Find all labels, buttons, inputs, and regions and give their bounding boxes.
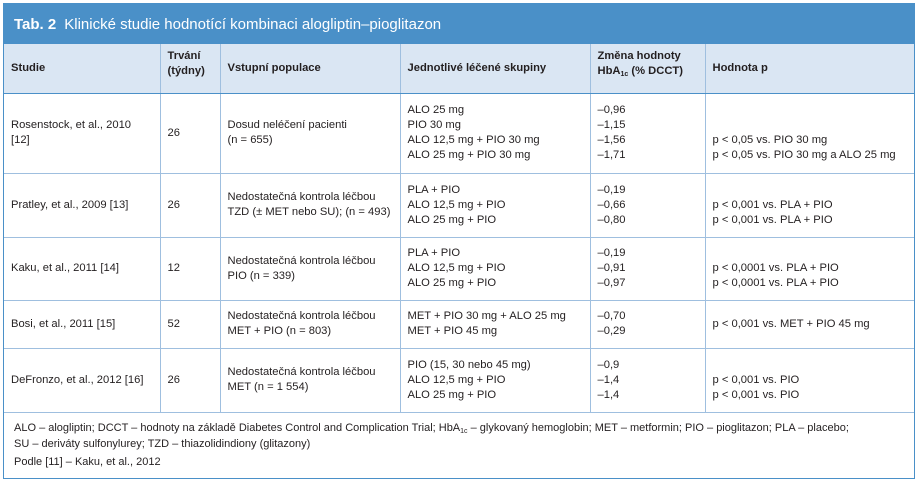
cell-pvalues: p < 0,0001 vs. PLA + PIO p < 0,0001 vs. PLA + PIO xyxy=(705,237,914,300)
cell-study: Pratley, et al., 2009 [13] xyxy=(4,173,160,237)
studies-table xyxy=(4,44,914,413)
col-header-study: Studie xyxy=(4,44,160,93)
col-header-population: Vstupní populace xyxy=(220,44,400,93)
cell-groups: ALO 25 mg PIO 30 mg ALO 12,5 mg + PIO 30 mg ALO 25 mg + PIO 30 mg xyxy=(400,93,590,173)
cell-pvalues: p < 0,001 vs. PIO p < 0,001 vs. PIO xyxy=(705,348,914,412)
table-row xyxy=(4,300,914,348)
cell-duration: 26 xyxy=(160,93,220,173)
table-footnote xyxy=(4,413,914,470)
cell-changes: –0,70 –0,29 xyxy=(590,300,705,348)
header-row xyxy=(4,44,914,93)
table-title: Klinické studie hodnotící kombinaci alogliptin–pioglitazon xyxy=(64,15,442,33)
cell-population: Nedostatečná kontrola léčbou TZD (± MET nebo SU); (n = 493) xyxy=(220,173,400,237)
cell-changes: –0,19 –0,66 –0,80 xyxy=(590,173,705,237)
abbreviations-line-2: SU – deriváty sulfonylurey; TZD – thiazolidindiony (glitazony) xyxy=(14,437,311,450)
cell-study: Kaku, et al., 2011 [14] xyxy=(4,237,160,300)
abbreviations-line-1: ALO – alogliptin; DCCT – hodnoty na základě Diabetes Control and Complication Trial; HbA$_{1c}$ – glykovaný hemoglobin; MET – metformin; PIO – pioglitazon; PLA – placebo; xyxy=(14,421,849,435)
table-title-bar xyxy=(4,4,914,44)
col-header-groups: Jednotlivé léčené skupiny xyxy=(400,44,590,93)
cell-pvalues: p < 0,001 vs. PLA + PIO p < 0,001 vs. PLA + PIO xyxy=(705,173,914,237)
cell-changes: –0,19 –0,91 –0,97 xyxy=(590,237,705,300)
cell-changes: –0,96 –1,15 –1,56 –1,71 xyxy=(590,93,705,173)
table-row xyxy=(4,348,914,412)
cell-population: Dosud neléčení pacienti (n = 655) xyxy=(220,93,400,173)
cell-groups: PLA + PIO ALO 12,5 mg + PIO ALO 25 mg + PIO xyxy=(400,173,590,237)
table-row xyxy=(4,237,914,300)
col-header-pvalue: Hodnota p xyxy=(705,44,914,93)
table-label: Tab. 2 xyxy=(14,15,57,33)
cell-groups: PLA + PIO ALO 12,5 mg + PIO ALO 25 mg + PIO xyxy=(400,237,590,300)
cell-pvalues: p < 0,05 vs. PIO 30 mg p < 0,05 vs. PIO 30 mg a ALO 25 mg xyxy=(705,93,914,173)
cell-groups: PIO (15, 30 nebo 45 mg) ALO 12,5 mg + PIO ALO 25 mg + PIO xyxy=(400,348,590,412)
table-row xyxy=(4,173,914,237)
cell-groups: MET + PIO 30 mg + ALO 25 mg MET + PIO 45 mg xyxy=(400,300,590,348)
col-header-change: Změna hodnoty HbA$_{1c}$ (% DCCT) xyxy=(590,44,705,93)
source-note: Podle [11] – Kaku, et al., 2012 xyxy=(14,455,161,468)
table-frame xyxy=(3,3,915,479)
cell-study: Bosi, et al., 2011 [15] xyxy=(4,300,160,348)
cell-population: Nedostatečná kontrola léčbou MET (n = 1 554) xyxy=(220,348,400,412)
cell-study: DeFronzo, et al., 2012 [16] xyxy=(4,348,160,412)
cell-population: Nedostatečná kontrola léčbou PIO (n = 339) xyxy=(220,237,400,300)
cell-duration: 26 xyxy=(160,173,220,237)
cell-duration: 26 xyxy=(160,348,220,412)
cell-pvalues: p < 0,001 vs. MET + PIO 45 mg xyxy=(705,300,914,348)
cell-changes: –0,9 –1,4 –1,4 xyxy=(590,348,705,412)
cell-duration: 12 xyxy=(160,237,220,300)
col-header-duration: Trvání (týdny) xyxy=(160,44,220,93)
cell-duration: 52 xyxy=(160,300,220,348)
cell-population: Nedostatečná kontrola léčbou MET + PIO (n = 803) xyxy=(220,300,400,348)
table-row xyxy=(4,93,914,173)
cell-study: Rosenstock, et al., 2010 [12] xyxy=(4,93,160,173)
